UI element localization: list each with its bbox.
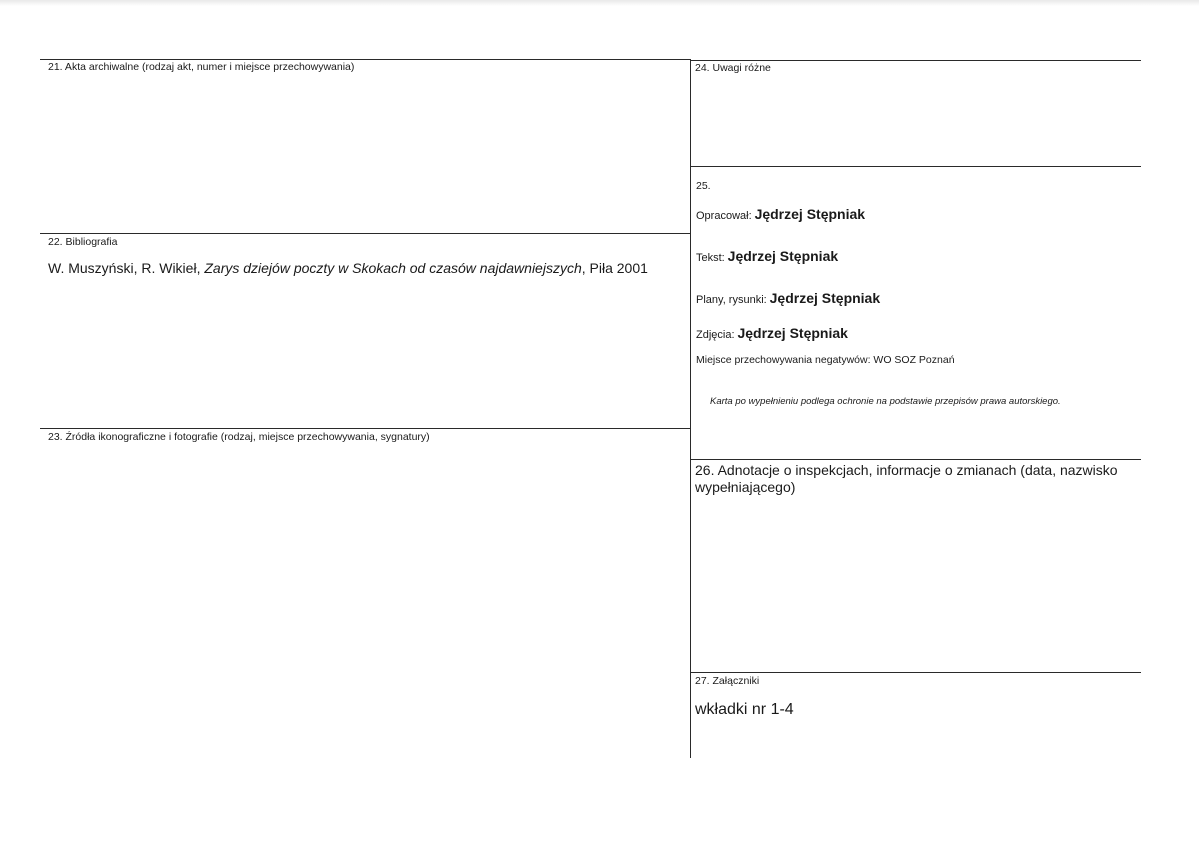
zdjecia-label: Zdjęcia: (696, 329, 735, 341)
opracowal-label: Opracował: (696, 210, 752, 222)
divider-21-top (40, 59, 690, 60)
divider-22-top (40, 233, 690, 234)
divider-23-top (40, 428, 690, 429)
zdjecia-row (696, 325, 848, 344)
divider-24-top (690, 60, 1141, 61)
attachments-value: wkładki nr 1-4 (695, 701, 794, 718)
field-21-label: 21. Akta archiwalne (rodzaj akt, numer i miejsce przechowywania) (48, 61, 355, 73)
negatywy-row (696, 354, 955, 366)
column-divider (690, 59, 691, 758)
bibliography-place: , Piła 2001 (581, 260, 648, 276)
bibliography-title: Zarys dziejów poczty w Skokach od czasów najdawniejszych (204, 260, 582, 276)
field-24-label: 24. Uwagi różne (695, 62, 771, 74)
field-25-label: 25. (696, 180, 711, 192)
field-23-label: 23. Źródła ikonograficzne i fotografie (rodzaj, miejsce przechowywania, sygnatury) (48, 431, 430, 443)
divider-27-top (690, 672, 1141, 673)
field-26-label: 26. Adnotacje o inspekcjach, informacje o zmianach (data, nazwisko wypełniającego) (695, 462, 1118, 495)
tekst-label: Tekst: (696, 252, 725, 264)
opracowal-row (696, 206, 865, 225)
opracowal-value: Jędrzej Stępniak (754, 206, 866, 222)
divider-26-top (690, 459, 1141, 460)
field-27-label: 27. Załączniki (695, 675, 760, 687)
tekst-value: Jędrzej Stępniak (727, 248, 839, 264)
bibliography-authors: W. Muszyński, R. Wikieł, (48, 260, 205, 276)
negatywy-value: WO SOZ Poznań (873, 354, 955, 366)
zdjecia-value: Jędrzej Stępniak (737, 325, 848, 341)
plany-row (696, 290, 880, 309)
scan-edge (0, 0, 1199, 6)
bibliography-entry (48, 260, 648, 277)
plany-value: Jędrzej Stępniak (769, 290, 881, 306)
tekst-row (696, 248, 838, 267)
negatywy-label: Miejsce przechowywania negatywów: (696, 354, 871, 366)
divider-25-top (690, 166, 1141, 167)
field-22-label: 22. Bibliografia (48, 236, 118, 248)
copyright-note: Karta po wypełnieniu podlega ochronie na podstawie przepisów prawa autorskiego. (710, 396, 1061, 407)
plany-label: Plany, rysunki: (696, 294, 767, 306)
